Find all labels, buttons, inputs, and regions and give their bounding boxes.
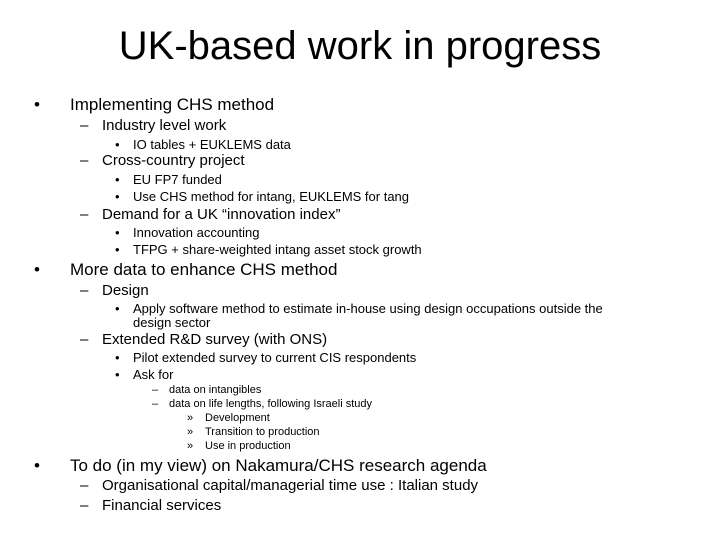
sub-financial-services: Financial services — [102, 497, 222, 514]
guillemet-marker: » — [187, 440, 194, 452]
bullet-to-do: To do (in my view) on Nakamura/CHS research agenda — [70, 456, 487, 475]
bullet-marker: • — [115, 225, 120, 240]
item-innovation-accounting: Innovation accounting — [133, 225, 260, 240]
bullet-marker: • — [115, 367, 120, 382]
bullet-marker: • — [34, 95, 40, 114]
sub-innovation-index: Demand for a UK “innovation index” — [102, 206, 341, 223]
bullet-marker: • — [115, 137, 120, 152]
item-apply-software: Apply software method to estimate in-house using design occupations outside the — [133, 301, 603, 316]
dash-marker: – — [80, 117, 89, 134]
sub-cross-country: Cross-country project — [102, 152, 245, 169]
bullet-implementing-chs: Implementing CHS method — [70, 95, 275, 114]
item-tfpg: TFPG + share-weighted intang asset stock growth — [133, 242, 422, 257]
item-io-tables: IO tables + EUKLEMS data — [133, 137, 291, 152]
dash-marker: – — [80, 282, 89, 299]
item-development: Development — [205, 412, 270, 424]
dash-marker: – — [80, 206, 89, 223]
item-apply-software-cont: design sector — [133, 315, 211, 330]
item-ask-for: Ask for — [133, 367, 174, 382]
dash-marker: – — [80, 497, 89, 514]
item-data-life-lengths: data on life lengths, following Israeli study — [169, 398, 373, 410]
item-data-intangibles: data on intangibles — [169, 384, 262, 396]
bullet-marker: • — [115, 350, 120, 365]
item-pilot-survey: Pilot extended survey to current CIS respondents — [133, 350, 417, 365]
guillemet-marker: » — [187, 426, 194, 438]
sub-organisational-capital: Organisational capital/managerial time use : Italian study — [102, 477, 479, 494]
dash-marker: – — [152, 398, 159, 410]
dash-marker: – — [80, 477, 89, 494]
bullet-marker: • — [34, 456, 40, 475]
item-use-chs: Use CHS method for intang, EUKLEMS for tang — [133, 189, 410, 204]
item-transition: Transition to production — [205, 426, 320, 438]
item-eu-fp7: EU FP7 funded — [133, 172, 222, 187]
bullet-marker: • — [115, 172, 120, 187]
dash-marker: – — [80, 331, 89, 348]
guillemet-marker: » — [187, 412, 194, 424]
item-use-production: Use in production — [205, 440, 291, 452]
sub-extended-rd: Extended R&D survey (with ONS) — [102, 331, 328, 348]
sub-industry-level: Industry level work — [102, 117, 227, 134]
dash-marker: – — [152, 384, 159, 396]
sub-design: Design — [102, 282, 149, 299]
bullet-marker: • — [115, 301, 120, 316]
bullet-more-data: More data to enhance CHS method — [70, 260, 338, 279]
slide-title: UK-based work in progress — [118, 24, 602, 68]
bullet-marker: • — [34, 260, 40, 279]
bullet-marker: • — [115, 189, 120, 204]
bullet-marker: • — [115, 242, 120, 257]
dash-marker: – — [80, 152, 89, 169]
